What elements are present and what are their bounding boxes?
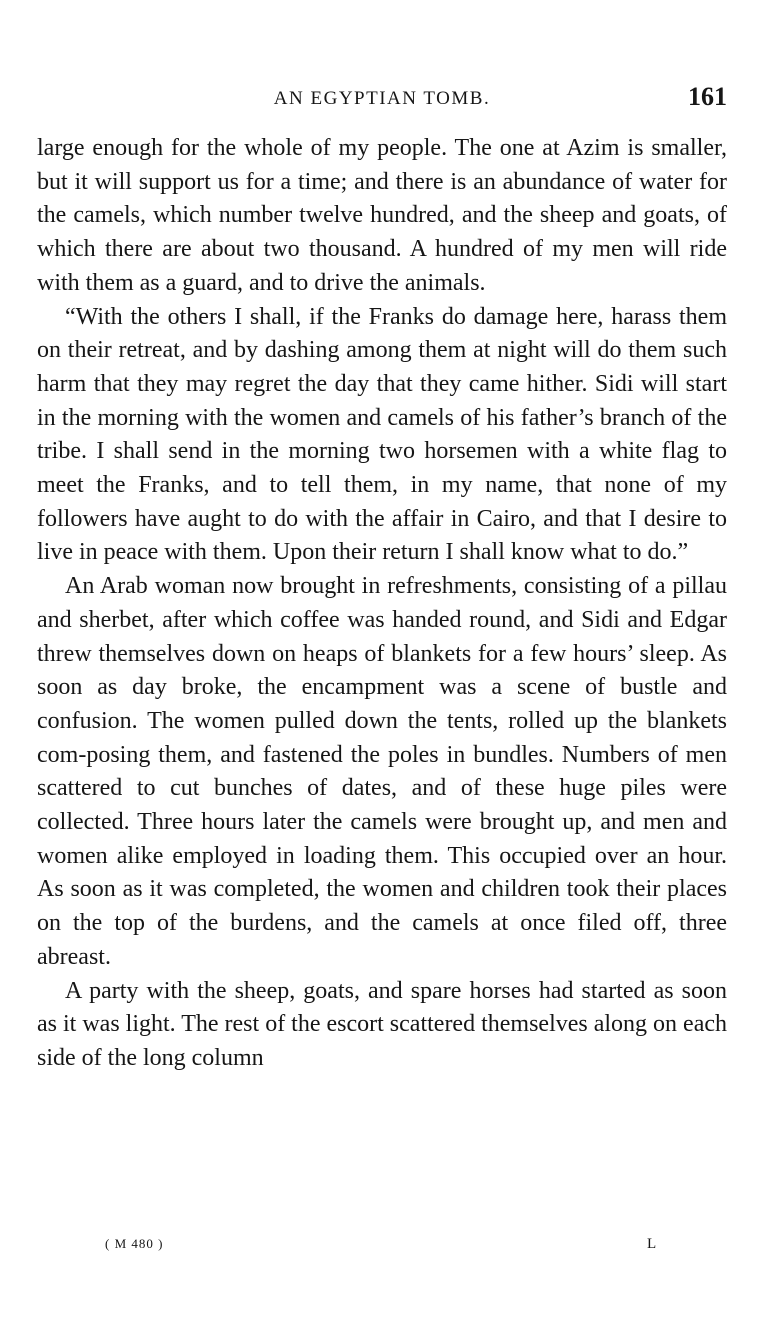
- paragraph-speech: “With the others I shall, if the Franks do damage here, harass them on their retreat, and by dashing among them at night will do them such harm that they may regret the day that they came hither. Sidi will start in the morning with the women and camels of his father’s branch of the tribe. I shall send in the morning two horsemen with a white flag to meet the Franks, and to tell them, in my name, that none of my followers have aught to do with the affair in Cairo, and that I desire to live in peace with them. Upon their return I shall know what to do.”: [37, 303, 727, 566]
- body-text: [37, 132, 727, 1076]
- signature-mark: ( M 480 ): [105, 1236, 164, 1251]
- running-title: AN EGYPTIAN TOMB.: [273, 88, 491, 109]
- page-number: 161: [688, 82, 727, 111]
- page-footer: [37, 1236, 727, 1258]
- running-head: [37, 84, 727, 118]
- paragraph-continued: large enough for the whole of my people. The one at Azim is smaller, but it will support us for a time; and there is an abundance of water for the camels, which number twelve hundred, and the sheep and goats, of which there are about two thousand. A hundred of my men will ride with them as a guard, and to drive the animals.: [37, 135, 727, 296]
- signature-letter: L: [647, 1236, 657, 1252]
- paragraph-escort: A party with the sheep, goats, and spare horses had started as soon as it was light. The rest of the escort scattered themselves along on each side of the long column: [37, 977, 727, 1071]
- paragraph-encampment: An Arab woman now brought in refreshments, consisting of a pillau and sherbet, after which coffee was handed round, and Sidi and Edgar threw themselves down on heaps of blankets for a few hours’ sleep. As soon as day broke, the encampment was a scene of bustle and confusion. The women pulled down the tents, rolled up the blankets com-posing them, and fastened the poles in bundles. Numbers of men scattered to cut bunches of dates, and of these huge piles were collected. Three hours later the camels were brought up, and men and women alike employed in loading them. This occupied over an hour. As soon as it was completed, the women and children took their places on the top of the burdens, and the camels at once filed off, three abreast.: [37, 573, 727, 970]
